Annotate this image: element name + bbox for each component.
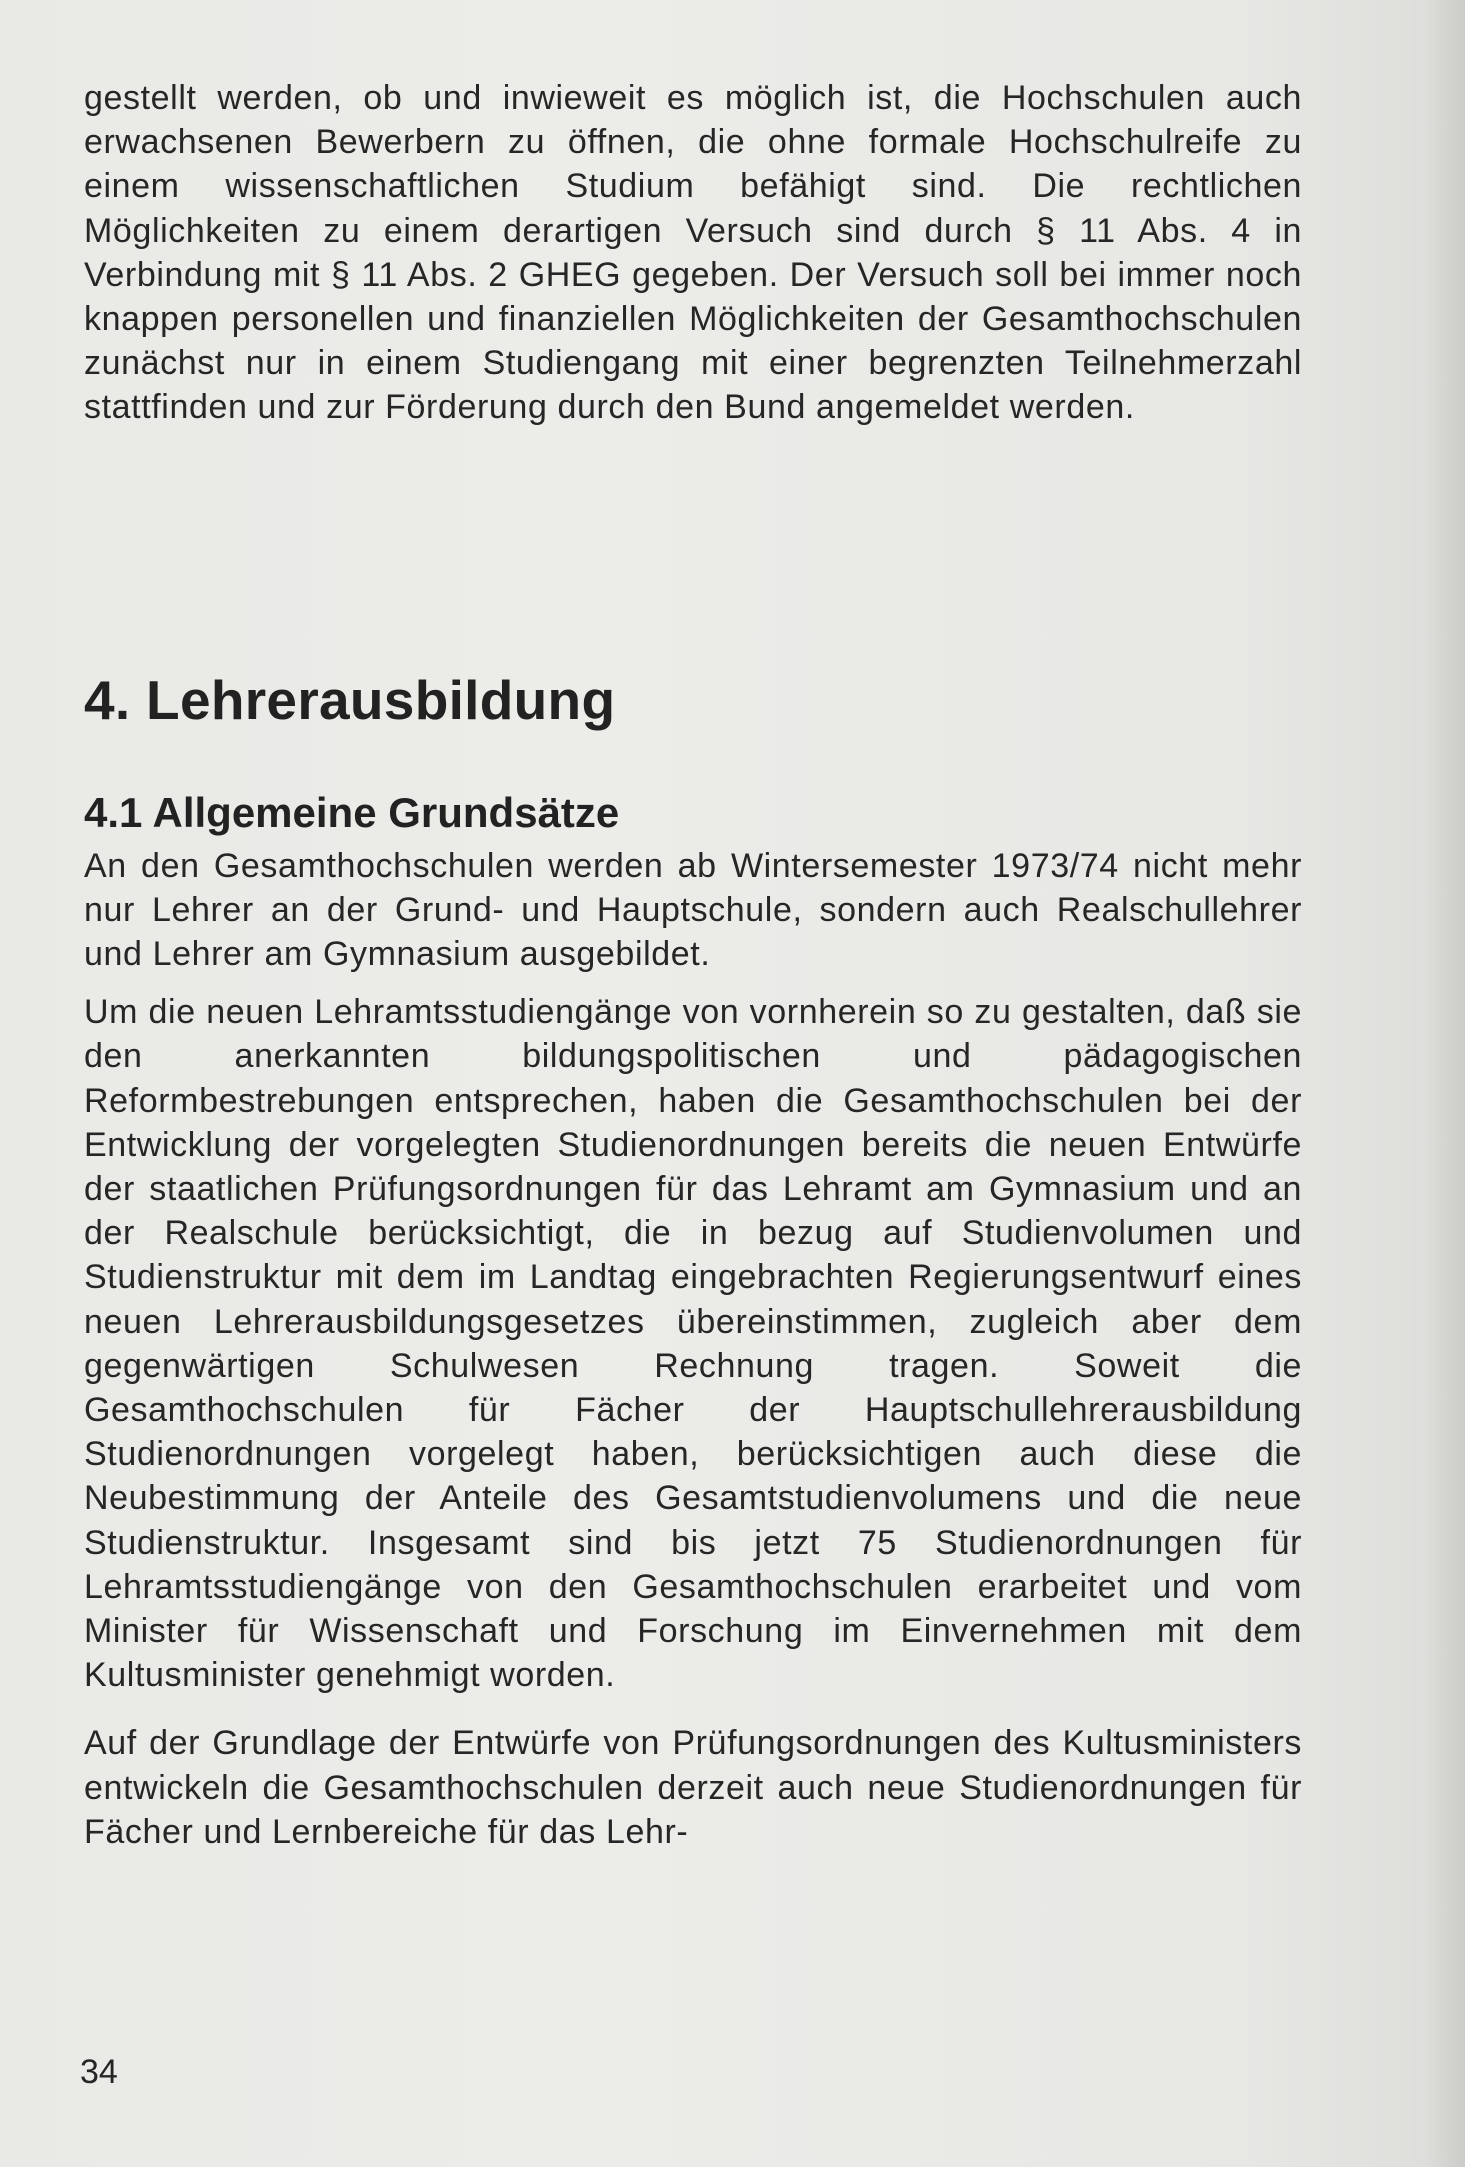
page-number: 34 — [80, 2053, 118, 2091]
paragraph-intro: gestellt werden, ob und inwieweit es möglich ist, die Hochschulen auch erwachsenen Bewerbern zu öffnen, die ohne formale Hochschulreife zu einem wissenschaftlichen Studium befähigt sind. Die rechtlichen Möglichkeiten zu einem derartigen Versuch sind durch § 11 Abs. 4 in Verbindung mit § 11 Abs. 2 GHEG gegeben. Der Versuch soll bei immer noch knappen personellen und finanziellen Möglichkeiten der Gesamthochschulen zunächst nur in einem Studiengang mit einer begrenzten Teilnehmerzahl stattfinden und zur Förderung durch den Bund angemeldet werden. — [84, 79, 1302, 427]
paragraph-teacher-training: An den Gesamthochschulen werden ab Wintersemester 1973/74 nicht mehr nur Lehrer an der Grund- und Hauptschule, sondern auch Realschullehrer und Lehrer am Gymnasium ausgebildet. — [84, 846, 1302, 974]
paragraph-exam-regulations: Auf der Grundlage der Entwürfe von Prüfungsordnungen des Kultusministers entwickeln die Gesamthochschulen derzeit auch neue Studienordnungen für Fächer und Lernbereiche für das Lehr- — [84, 1724, 1302, 1851]
subsection-heading: 4.1 Allgemeine Grundsätze — [84, 788, 620, 836]
paragraph-study-regulations: Um die neuen Lehramtsstudiengänge von vornherein so zu gestalten, daß sie den anerkannten bildungspolitischen und pädagogischen Reformbestrebungen entsprechen, haben die Gesamthochschulen bei der Entwicklung der vorgelegten Studienordnungen bereits die neuen Entwürfe der staatlichen Prüfungsordnungen für das Lehramt am Gymnasium und an der Realschule berücksichtigt, die in bezug auf Studienvolumen und Studienstruktur mit dem im Landtag eingebrachten Regierungsentwurf eines neuen Lehrerausbildungsgesetzes übereinstimmen, zugleich aber dem gegenwärtigen Schulwesen Rechnung tragen. Soweit die Gesamthochschulen für Fächer der Hauptschullehrerausbildung Studienordnungen vorgelegt haben, berücksichtigen auch diese die Neubestimmung der Anteile des Gesamtstudienvolumens und die neue Studienstruktur. Insgesamt sind bis jetzt 75 Studienordnungen für Lehramtsstudiengänge von den Gesamthochschulen erarbeitet und vom Minister für Wissenschaft und Forschung im Einvernehmen mit dem Kultusminister genehmigt worden. — [84, 993, 1302, 1695]
page-spine-shadow — [1425, 0, 1465, 2167]
section-heading: 4. Lehrerausbildung — [84, 668, 616, 731]
page-content — [84, 76, 1302, 1854]
